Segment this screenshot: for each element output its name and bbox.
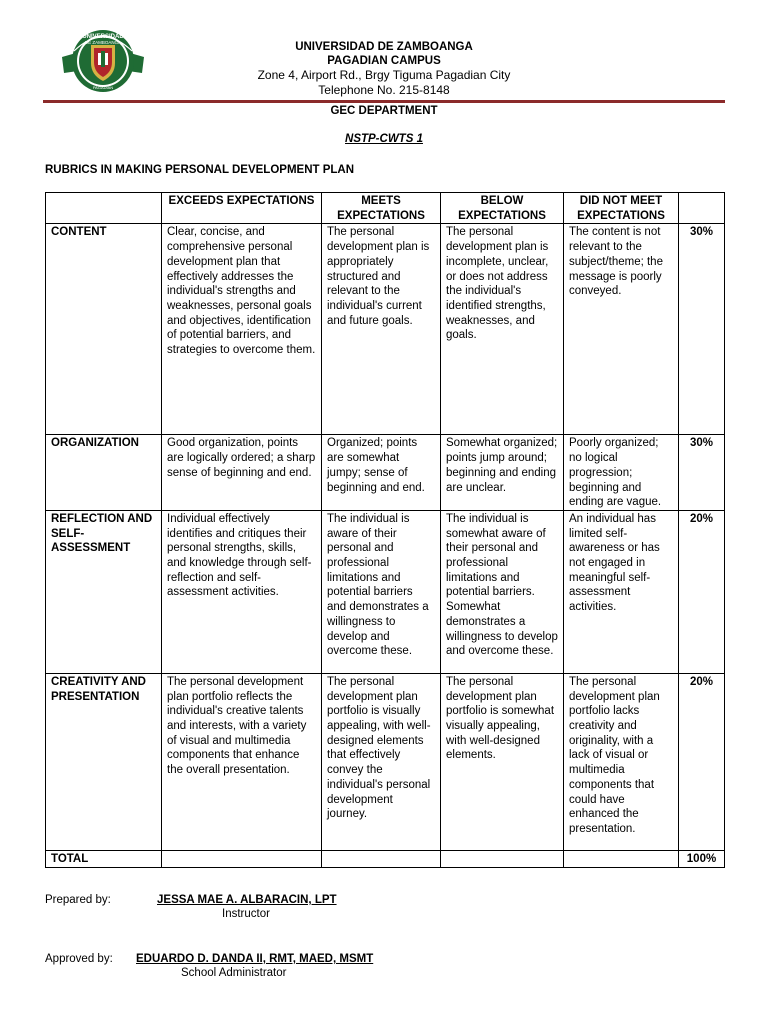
rubric-table [45, 192, 725, 868]
cell-did-not-meet: Poorly organized; no logical progression; beginning and ending are vague. [564, 435, 679, 511]
university-name: UNIVERSIDAD DE ZAMBOANGA [295, 41, 473, 53]
criterion-creativity: CREATIVITY AND PRESENTATION [46, 673, 162, 850]
criterion-organization: ORGANIZATION [46, 435, 162, 511]
cell-exceeds: Clear, concise, and comprehensive personal development plan that effectively addresses the individual's strengths and weaknesses, personal goals and objectives, identification of potential barriers, and strategies to overcome them. [162, 224, 322, 435]
cell-exceeds: Individual effectively identifies and critiques their personal strengths, skills, and knowledge through self-reflection and self-assessment activities. [162, 510, 322, 673]
svg-text:DE ZAMBOANGA: DE ZAMBOANGA [84, 40, 122, 45]
cell-below: The personal development plan portfolio is somewhat visually appealing, with well-designed elements. [441, 673, 564, 850]
cell-below: Somewhat organized; points jump around; beginning and ending are unclear. [441, 435, 564, 511]
total-weight: 100% [679, 850, 725, 867]
criterion-reflection: REFLECTION AND SELF-ASSESSMENT [46, 510, 162, 673]
header-blank [46, 193, 162, 224]
table-row [46, 224, 725, 435]
weight-cell: 30% [679, 435, 725, 511]
header-weight-blank [679, 193, 725, 224]
table-row [46, 510, 725, 673]
total-blank [441, 850, 564, 867]
weight-cell: 30% [679, 224, 725, 435]
header-exceeds: EXCEEDS EXPECTATIONS [162, 193, 322, 224]
cell-below: The personal development plan is incomplete, unclear, or does not address the individual's identified strengths, weaknesses, and goals. [441, 224, 564, 435]
svg-text:UNIVERSIDAD: UNIVERSIDAD [82, 34, 124, 40]
cell-meets: The individual is aware of their personal and professional limitations and potential barriers and demonstrates a willingness to develop and overcome these. [322, 510, 441, 673]
cell-exceeds: Good organization, points are logically ordered; a sharp sense of beginning and end. [162, 435, 322, 511]
total-row [46, 850, 725, 867]
cell-did-not-meet: The content is not relevant to the subject/theme; the message is poorly conveyed. [564, 224, 679, 435]
campus-name: PAGADIAN CAMPUS [327, 55, 441, 67]
approved-by-role: School Administrator [181, 967, 287, 979]
header-did-not-meet: DID NOT MEET EXPECTATIONS [564, 193, 679, 224]
subject-code: NSTP-CWTS 1 [345, 133, 423, 145]
svg-text:PAGADIAN: PAGADIAN [92, 85, 114, 90]
document-title: RUBRICS IN MAKING PERSONAL DEVELOPMENT PLAN [45, 164, 355, 176]
department: GEC DEPARTMENT [330, 105, 438, 117]
weight-cell: 20% [679, 510, 725, 673]
header-below: BELOW EXPECTATIONS [441, 193, 564, 224]
cell-exceeds: The personal development plan portfolio reflects the individual's creative talents and interests, with a variety of visual and multimedia components that enhance the overall presentation. [162, 673, 322, 850]
cell-meets: Organized; points are somewhat jumpy; sense of beginning and end. [322, 435, 441, 511]
cell-meets: The personal development plan portfolio is visually appealing, with well-designed elements that effectively convey the individual's personal development journey. [322, 673, 441, 850]
table-header-row [46, 193, 725, 224]
table-row [46, 435, 725, 511]
telephone: Telephone No. 215-8148 [318, 83, 450, 97]
table-row [46, 673, 725, 850]
weight-cell: 20% [679, 673, 725, 850]
total-blank [322, 850, 441, 867]
total-blank [564, 850, 679, 867]
total-label: TOTAL [46, 850, 162, 867]
total-blank [162, 850, 322, 867]
header-rule [43, 100, 725, 103]
cell-did-not-meet: The personal development plan portfolio lacks creativity and originality, with a lack of visual or multimedia components that could have enhanced the presentation. [564, 673, 679, 850]
prepared-by-role: Instructor [222, 908, 270, 920]
prepared-by-name: JESSA MAE A. ALBARACIN, LPT [157, 894, 337, 906]
address: Zone 4, Airport Rd., Brgy Tiguma Pagadian City [257, 68, 511, 82]
prepared-by-label: Prepared by: [45, 894, 111, 906]
cell-meets: The personal development plan is appropriately structured and relevant to the individual's current and future goals. [322, 224, 441, 435]
header-meets: MEETS EXPECTATIONS [322, 193, 441, 224]
approved-by-label: Approved by: [45, 953, 113, 965]
cell-did-not-meet: An individual has limited self-awareness or has not engaged in meaningful self-assessment activities. [564, 510, 679, 673]
criterion-content: CONTENT [46, 224, 162, 435]
approved-by-name: EDUARDO D. DANDA II, RMT, MAED, MSMT [136, 953, 374, 965]
cell-below: The individual is somewhat aware of their personal and professional limitations and potential barriers. Somewhat demonstrates a willingness to develop and overcome these. [441, 510, 564, 673]
